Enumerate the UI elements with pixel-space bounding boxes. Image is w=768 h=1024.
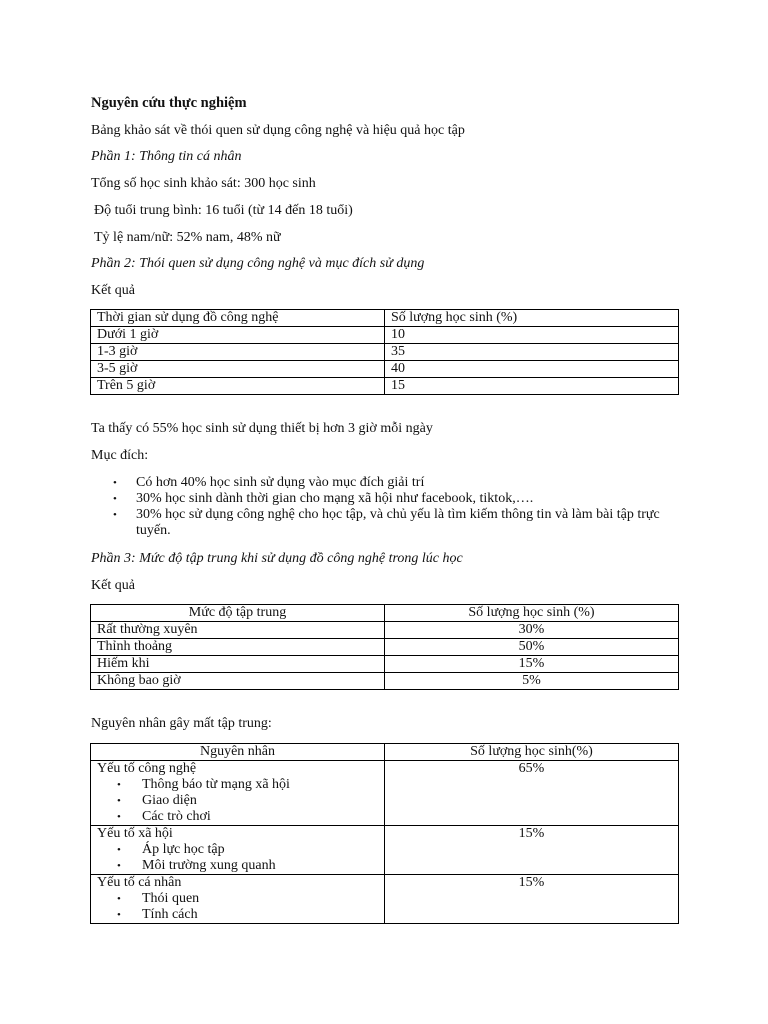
table-header-cell: Thời gian sử dụng đồ công nghệ	[91, 310, 385, 327]
list-item: • Thông báo từ mạng xã hội	[117, 777, 290, 792]
table-row	[91, 361, 679, 378]
list-item: • 30% học sử dụng công nghệ cho học tập, và chủ yếu là tìm kiếm thông tin và làm bài tập trực	[113, 507, 660, 522]
page-title: Nguyên cứu thực nghiệm	[91, 95, 247, 111]
part2-result-label: Kết quả	[91, 283, 135, 298]
list-item: • Các trò chơi	[117, 809, 211, 824]
part3-title: Phần 3: Mức độ tập trung khi sử dụng đồ công nghệ trong lúc học	[91, 551, 463, 566]
table-cell: 15%	[385, 875, 679, 924]
table-header-cell: Mức độ tập trung	[91, 605, 385, 622]
list-item: • 30% học sinh dành thời gian cho mạng xã hội như facebook, tiktok,….	[113, 491, 534, 506]
list-item-continuation: tuyến.	[136, 523, 171, 538]
table-cell	[91, 875, 385, 924]
average-age: Độ tuổi trung bình: 16 tuổi (từ 14 đến 18 tuổi)	[94, 203, 353, 218]
focus-level-table	[90, 604, 679, 690]
table-cell: 15	[385, 378, 679, 395]
table-cell: Thỉnh thoảng	[91, 639, 385, 656]
usage-time-table	[90, 309, 679, 395]
table-cell: Không bao giờ	[91, 673, 385, 690]
survey-subtitle: Bảng khảo sát về thói quen sử dụng công nghệ và hiệu quả học tập	[91, 123, 465, 138]
list-item: • Tính cách	[117, 907, 198, 922]
table-header-row	[91, 310, 679, 327]
purpose-label: Mục đích:	[91, 448, 149, 463]
table-header-row	[91, 605, 679, 622]
usage-observation: Ta thấy có 55% học sinh sử dụng thiết bị hơn 3 giờ mỗi ngày	[91, 421, 433, 436]
list-item: • Môi trường xung quanh	[117, 858, 276, 873]
part1-title: Phần 1: Thông tin cá nhân	[91, 149, 242, 164]
table-header-cell: Số lượng học sinh (%)	[385, 605, 679, 622]
list-item: • Áp lực học tập	[117, 842, 225, 857]
table-header-cell: Số lượng học sinh (%)	[385, 310, 679, 327]
cause-table	[90, 743, 679, 924]
purpose-list	[91, 475, 691, 539]
bullet-icon: •	[117, 779, 121, 791]
table-cell: 1-3 giờ	[91, 344, 385, 361]
table-header-cell: Số lượng học sinh(%)	[385, 744, 679, 761]
table-cell: Rất thường xuyên	[91, 622, 385, 639]
cause-group-name: Yếu tố công nghệ	[97, 761, 197, 776]
cause-group-name: Yếu tố xã hội	[97, 826, 173, 841]
table-cell: Dưới 1 giờ	[91, 327, 385, 344]
table-row	[91, 327, 679, 344]
table-row	[91, 761, 679, 826]
table-row	[91, 875, 679, 924]
bullet-icon: •	[113, 493, 117, 505]
bullet-icon: •	[117, 860, 121, 872]
list-item: • Có hơn 40% học sinh sử dụng vào mục đích giải trí	[113, 475, 425, 490]
list-item: • Thói quen	[117, 891, 200, 906]
part2-title: Phần 2: Thói quen sử dụng công nghệ và mục đích sử dụng	[91, 256, 425, 271]
table-cell: 40	[385, 361, 679, 378]
bullet-icon: •	[117, 844, 121, 856]
table-header-cell: Nguyên nhân	[91, 744, 385, 761]
table-row	[91, 639, 679, 656]
table-row	[91, 673, 679, 690]
table-cell: 30%	[385, 622, 679, 639]
table-row	[91, 622, 679, 639]
table-cell: 5%	[385, 673, 679, 690]
table-cell: 15%	[385, 656, 679, 673]
gender-ratio: Tỷ lệ nam/nữ: 52% nam, 48% nữ	[94, 230, 281, 245]
table-row	[91, 344, 679, 361]
table-row	[91, 656, 679, 673]
part3-result-label: Kết quả	[91, 578, 135, 593]
table-cell: 3-5 giờ	[91, 361, 385, 378]
table-cell: Trên 5 giờ	[91, 378, 385, 395]
list-item: • Giao diện	[117, 793, 197, 808]
cause-label: Nguyên nhân gây mất tập trung:	[91, 716, 272, 731]
table-cell	[91, 826, 385, 875]
cause-group-name: Yếu tố cá nhân	[97, 875, 182, 890]
table-cell: 35	[385, 344, 679, 361]
bullet-icon: •	[117, 795, 121, 807]
table-cell: 10	[385, 327, 679, 344]
table-row	[91, 826, 679, 875]
bullet-icon: •	[117, 811, 121, 823]
table-header-row	[91, 744, 679, 761]
table-cell	[91, 761, 385, 826]
table-cell: Hiếm khi	[91, 656, 385, 673]
bullet-icon: •	[113, 509, 117, 521]
table-row	[91, 378, 679, 395]
bullet-icon: •	[113, 477, 117, 489]
table-cell: 15%	[385, 826, 679, 875]
total-students: Tổng số học sinh khảo sát: 300 học sinh	[91, 176, 316, 191]
bullet-icon: •	[117, 909, 121, 921]
table-cell: 65%	[385, 761, 679, 826]
table-cell: 50%	[385, 639, 679, 656]
bullet-icon: •	[117, 893, 121, 905]
